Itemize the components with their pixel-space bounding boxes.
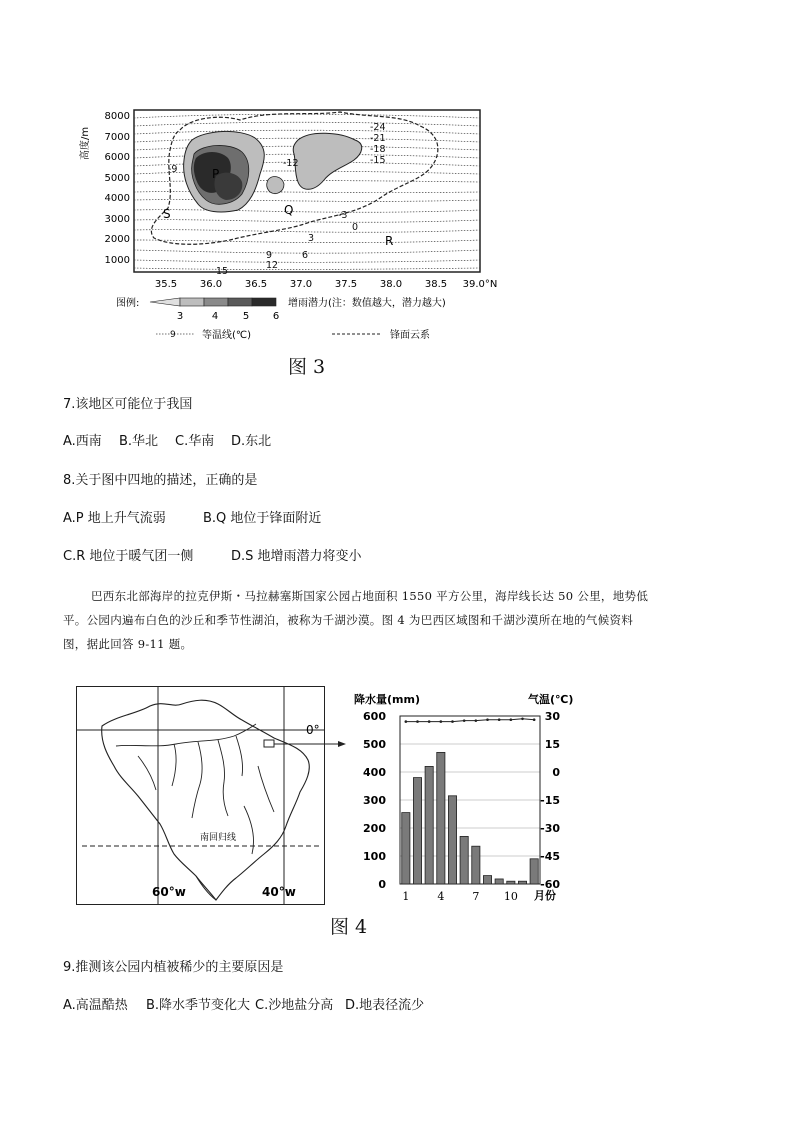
precip-tick: 400: [363, 766, 386, 779]
passage-line-2: 平。公园内遍布白色的沙丘和季节性湖泊，被称为千湖沙漠。图 4 为巴西区域图和千湖沙漠所在地的气候资料: [63, 613, 634, 627]
isotherm-label: 12: [266, 260, 279, 271]
x-tick: 39.0°N: [462, 279, 498, 290]
month-tick: 7: [472, 890, 480, 903]
climate-chart: [350, 690, 620, 906]
precip-tick: 100: [363, 850, 386, 863]
temp-tick: -45: [540, 850, 560, 863]
temperature-point: [416, 720, 419, 723]
legend-level: 5: [242, 311, 250, 322]
point-q: Q: [284, 203, 294, 217]
q7-option-a[interactable]: A.西南: [63, 434, 102, 449]
month-tick: 1: [402, 890, 410, 903]
precip-bar: [448, 796, 456, 884]
x-tick: 38.0: [379, 279, 403, 290]
q8-options-row1: [63, 510, 321, 528]
q8-stem: 8.关于图中四地的描述，正确的是: [63, 473, 258, 488]
month-tick: 10: [503, 890, 518, 903]
temperature-line: [406, 719, 534, 722]
y-tick: 7000: [104, 132, 130, 143]
precip-axis-title: 降水量(mm): [354, 693, 420, 706]
temperature-point: [521, 718, 524, 721]
precip-tick: 300: [363, 794, 386, 807]
temp-axis-title: 气温(℃): [528, 693, 574, 706]
legend-level: 6: [272, 311, 280, 322]
q7-option-d[interactable]: D.东北: [231, 434, 272, 449]
x-tick: 38.5: [424, 279, 448, 290]
q9-option-d[interactable]: D.地表径流少: [345, 998, 425, 1013]
x-tick: 37.0: [289, 279, 313, 290]
precip-bar: [518, 881, 526, 884]
temperature-point: [405, 720, 408, 723]
x-tick: 37.5: [334, 279, 358, 290]
brazil-map: [76, 686, 346, 910]
temp-tick: 15: [544, 738, 560, 751]
precip-bar: [530, 859, 538, 884]
temp-tick: -15: [540, 794, 560, 807]
precip-bar: [472, 846, 480, 884]
y-axis-label: 高度/m: [80, 126, 91, 160]
precip-bar: [402, 813, 410, 884]
temp-tick: 0: [552, 766, 560, 779]
temperature-point: [475, 719, 478, 722]
legend-level: 3: [176, 311, 184, 322]
legend-rain-potential: 增雨潜力(注：数值越大，潜力越大): [288, 298, 446, 309]
q7-option-b[interactable]: B.华北: [119, 434, 159, 449]
isotherm-label: 3: [308, 233, 315, 244]
y-tick: 4000: [104, 193, 130, 204]
q7-options: [63, 433, 271, 451]
temperature-point: [451, 720, 454, 723]
lon-40w-label: 40°w: [262, 885, 296, 899]
figure-4-caption: 图 4: [330, 916, 368, 938]
precip-bar: [483, 876, 491, 884]
y-tick: 3000: [104, 214, 130, 225]
isotherm-label: -9: [168, 164, 178, 175]
precip-tick: 600: [363, 710, 386, 723]
precip-bar: [437, 752, 445, 884]
y-tick: 5000: [104, 173, 130, 184]
temp-tick: -60: [540, 878, 560, 891]
precip-tick: 200: [363, 822, 386, 835]
isotherm-label: 9: [266, 250, 273, 261]
y-tick: 6000: [104, 152, 130, 163]
q9-option-c[interactable]: C.沙地盐分高: [255, 998, 334, 1013]
precip-tick: 0: [378, 878, 386, 891]
q8-option-b[interactable]: B.Q 地位于锋面附近: [203, 511, 322, 526]
temperature-point: [510, 718, 513, 721]
figure-3-cross-section: [70, 100, 510, 350]
tropic-label: 南回归线: [200, 833, 237, 843]
q8-options-row2: [63, 548, 362, 566]
temperature-point: [486, 718, 489, 721]
precip-bar: [507, 881, 515, 884]
passage-line-1: 巴西东北部海岸的拉克伊斯・马拉赫塞斯国家公园占地面积 1550 平方公里，海岸线长达 50 公里，地势低: [91, 589, 649, 603]
isotherm-label: -21: [370, 133, 386, 144]
q8-option-c[interactable]: C.R 地位于暖气团一侧: [63, 549, 194, 564]
isotherm-label: -18: [370, 144, 386, 155]
y-tick: 8000: [104, 111, 130, 122]
legend-isotherm: 等温线(℃): [202, 330, 252, 341]
temperature-point: [533, 718, 536, 721]
y-tick: 1000: [104, 255, 130, 266]
precip-bar: [425, 766, 433, 884]
legend-title: 图例:: [116, 298, 140, 309]
isotherm-label: 15: [216, 266, 229, 277]
temperature-point: [428, 720, 431, 723]
temperature-point: [440, 720, 443, 723]
point-s: S: [163, 207, 171, 221]
isotherm-label: 6: [302, 250, 309, 261]
y-tick: 2000: [104, 234, 130, 245]
x-tick: 36.0: [199, 279, 223, 290]
precip-bar: [413, 778, 421, 884]
temp-tick: 30: [544, 710, 560, 723]
q9-option-a[interactable]: A.高温酷热: [63, 998, 128, 1013]
precip-tick: 500: [363, 738, 386, 751]
isotherm-label: 0: [352, 222, 359, 233]
month-tick: 4: [437, 890, 445, 903]
legend-frontal-cloud: 锋面云系: [390, 330, 430, 341]
temperature-point: [498, 718, 501, 721]
plot-frame: [134, 110, 480, 272]
precip-bar: [495, 879, 503, 884]
passage-line-3: 图，据此回答 9-11 题。: [63, 637, 193, 651]
precip-bar: [460, 836, 468, 884]
equator-label: 0°: [306, 723, 320, 737]
x-tick: 35.5: [154, 279, 178, 290]
temperature-point: [463, 719, 466, 722]
legend-isotherm-sample-value: 9: [170, 330, 176, 340]
isotherm-label: -3: [338, 210, 348, 221]
lon-60w-label: 60°w: [152, 885, 186, 899]
temp-tick: -30: [540, 822, 560, 835]
q9-option-b[interactable]: B.降水季节变化大: [146, 998, 251, 1013]
q8-option-d[interactable]: D.S 地增雨潜力将变小: [231, 549, 362, 564]
legend-level: 4: [211, 311, 219, 322]
q7-option-c[interactable]: C.华南: [175, 434, 215, 449]
figure-3-caption: 图 3: [288, 356, 326, 378]
q8-option-a[interactable]: A.P 地上升气流弱: [63, 511, 166, 526]
isotherm-label: -15: [370, 155, 386, 166]
point-p: P: [212, 167, 220, 181]
legend-scale: [150, 298, 276, 306]
q9-options: [63, 997, 424, 1015]
x-tick: 36.5: [244, 279, 268, 290]
q7-stem: 7.该地区可能位于我国: [63, 397, 193, 412]
isotherm-label: -12: [283, 158, 299, 169]
q9-stem: 9.推测该公园内植被稀少的主要原因是: [63, 960, 284, 975]
x-axis-title: 月份: [534, 889, 556, 902]
point-r: R: [385, 234, 394, 248]
passage: [63, 584, 743, 656]
isotherm-label: -24: [370, 122, 386, 133]
